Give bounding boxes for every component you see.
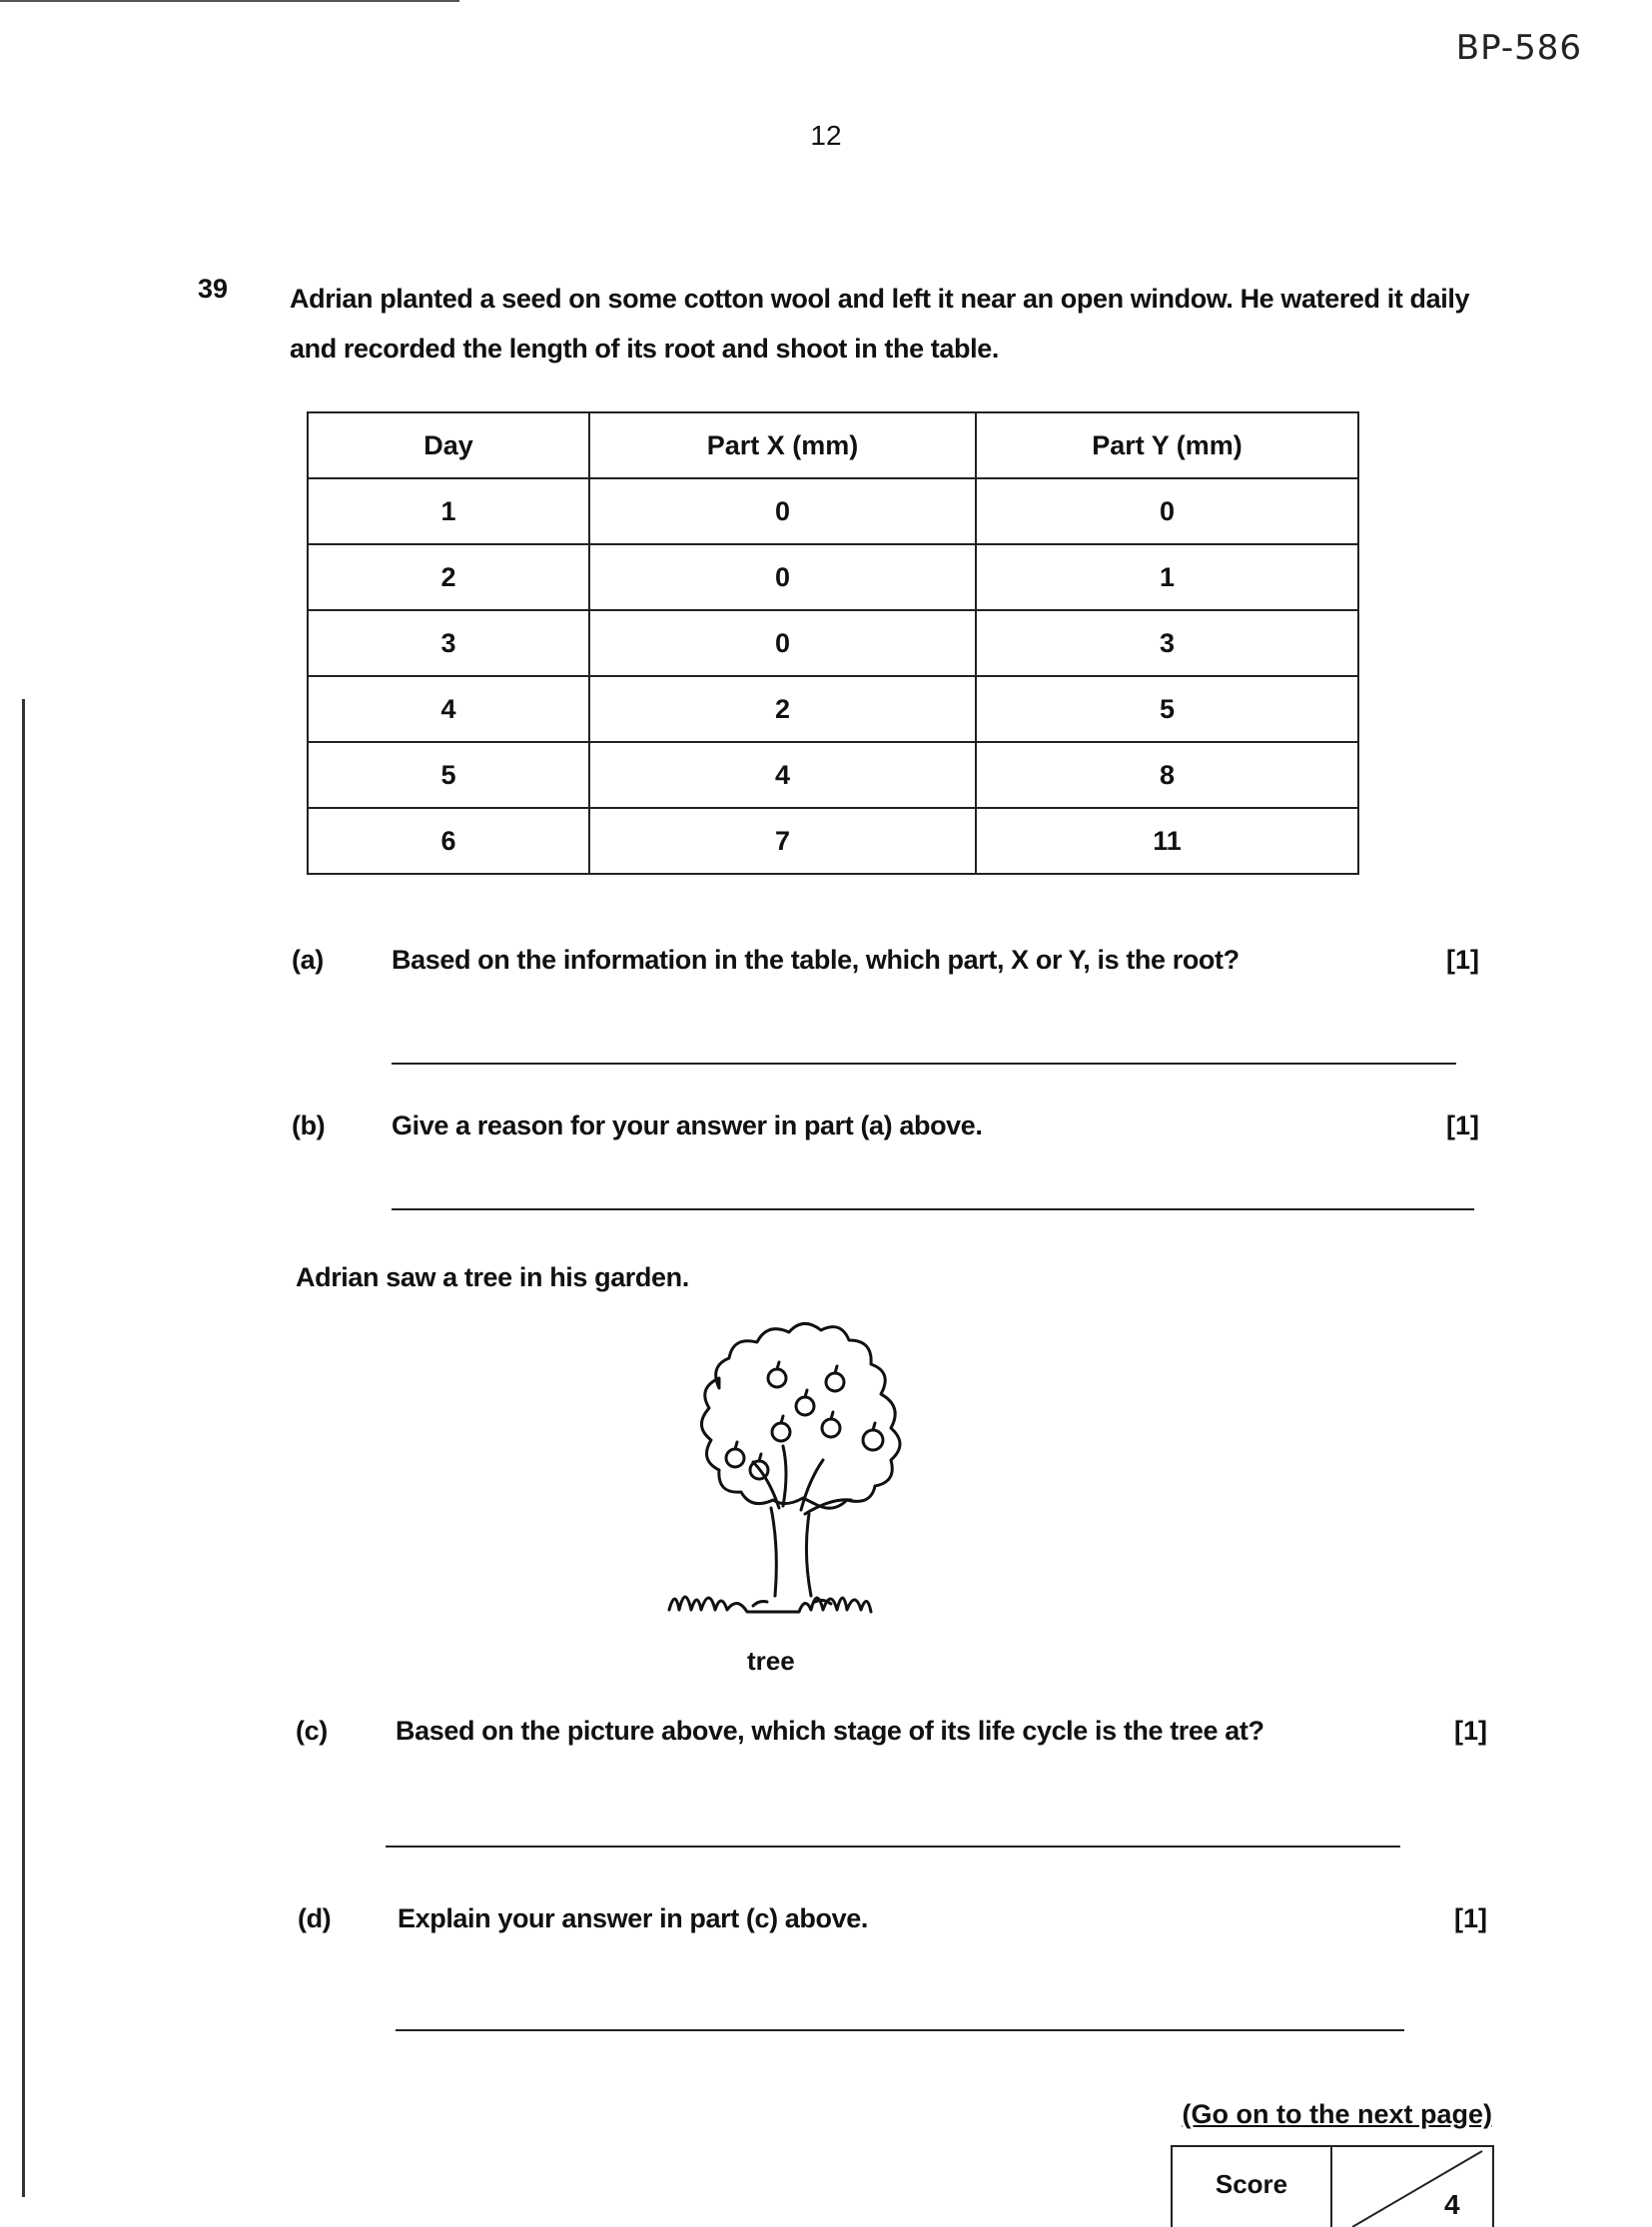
question-number: 39 (198, 274, 229, 304)
table-header-cell: Day (308, 412, 589, 478)
score-value-cell (1332, 2147, 1492, 2227)
part-a-answer-line[interactable] (392, 1063, 1456, 1065)
part-a-marks: [1] (1446, 945, 1479, 975)
fruit (796, 1397, 814, 1415)
score-value: 4 (1444, 2189, 1460, 2220)
question-intro: Adrian planted a seed on some cotton wool and left it near an open window. He watered it daily and recorded the length of its root and shoot in the table. (290, 284, 1470, 364)
tree-intro-text: Adrian saw a tree in his garden. (296, 1262, 689, 1292)
table-header-cell: Part Y (mm) (976, 412, 1358, 478)
tree-grass (669, 1597, 871, 1612)
table-cell: 5 (308, 742, 589, 808)
fruit (726, 1449, 744, 1467)
part-a-question: Based on the information in the table, which part, X or Y, is the root? (392, 945, 1239, 975)
table-cell: 3 (308, 610, 589, 676)
table-cell: 11 (976, 808, 1358, 874)
score-label: Score (1173, 2147, 1332, 2227)
score-box (1171, 2145, 1494, 2227)
top-rule (0, 0, 459, 2)
table-cell: 1 (308, 478, 589, 544)
fruit (822, 1419, 840, 1437)
growth-table (307, 411, 1359, 875)
part-c-marks: [1] (1454, 1716, 1487, 1746)
table-cell: 8 (976, 742, 1358, 808)
part-b-answer-line[interactable] (392, 1208, 1474, 1210)
table-cell: 3 (976, 610, 1358, 676)
part-b-marks: [1] (1446, 1111, 1479, 1140)
part-c-question: Based on the picture above, which stage of its life cycle is the tree at? (396, 1716, 1264, 1746)
part-d-marks: [1] (1454, 1903, 1487, 1933)
table-cell: 5 (976, 676, 1358, 742)
tree-caption: tree (747, 1646, 795, 1676)
part-b-question: Give a reason for your answer in part (a) above. (392, 1111, 983, 1140)
table-row (308, 676, 1358, 742)
part-d-question: Explain your answer in part (c) above. (398, 1903, 868, 1933)
part-c-answer-line[interactable] (386, 1846, 1400, 1848)
part-b-label: (b) (292, 1111, 326, 1140)
table-cell: 7 (589, 808, 976, 874)
fruit (863, 1430, 883, 1450)
tree-trunk (771, 1508, 811, 1596)
go-to-next-page-note: (Go on to the next page) (1182, 2099, 1492, 2129)
table-row (308, 808, 1358, 874)
fruit (826, 1373, 844, 1391)
table-cell: 0 (976, 478, 1358, 544)
part-d-label: (d) (298, 1903, 332, 1933)
tree-illustration (659, 1318, 949, 1628)
table-cell: 0 (589, 610, 976, 676)
part-a-label: (a) (292, 945, 324, 975)
page-number: 12 (810, 120, 842, 151)
tree-canopy (701, 1323, 900, 1508)
part-d-answer-line[interactable] (396, 2029, 1404, 2031)
paper-code: BP-586 (1455, 28, 1582, 68)
table-header-cell: Part X (mm) (589, 412, 976, 478)
fruit (768, 1369, 786, 1387)
table-cell: 6 (308, 808, 589, 874)
table-cell: 0 (589, 544, 976, 610)
table-cell: 4 (589, 742, 976, 808)
table-header-row (308, 412, 1358, 478)
score-diagonal (1332, 2147, 1492, 2227)
table-cell: 2 (589, 676, 976, 742)
table-row (308, 478, 1358, 544)
table-row (308, 544, 1358, 610)
table-cell: 2 (308, 544, 589, 610)
table-row (308, 610, 1358, 676)
left-margin-rule (22, 699, 25, 2197)
table-row (308, 742, 1358, 808)
table-cell: 0 (589, 478, 976, 544)
part-c-label: (c) (296, 1716, 328, 1746)
table-cell: 4 (308, 676, 589, 742)
table-cell: 1 (976, 544, 1358, 610)
fruit (772, 1423, 790, 1441)
